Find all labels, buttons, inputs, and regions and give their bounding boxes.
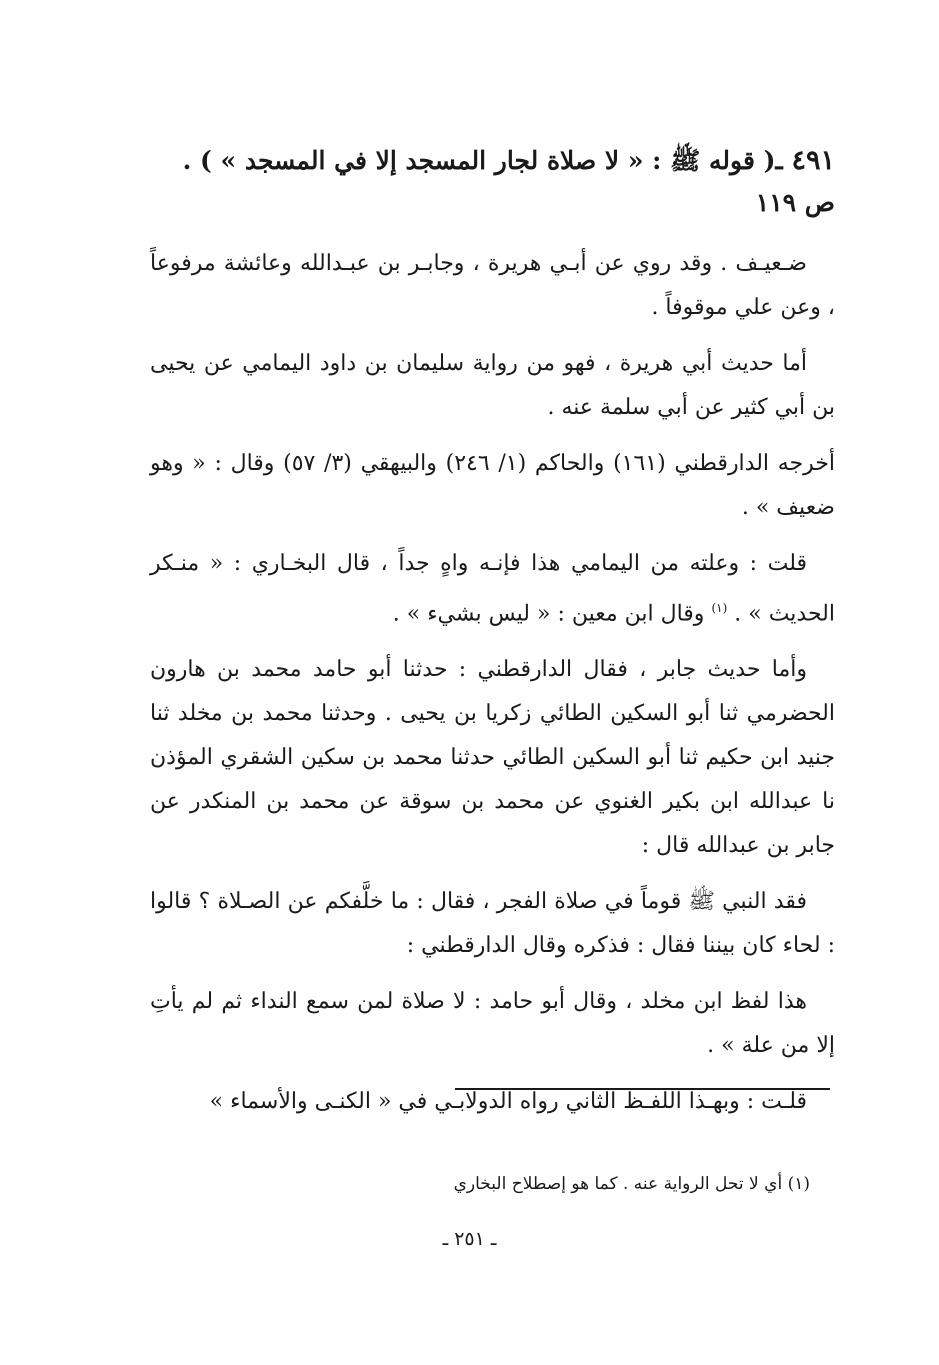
paragraph-text: أخرجه الدارقطني (١٦١) والحاكم (١/ ٢٤٦) والبيهقي (٣/ ٥٧) وقال : « وهو ضعيف » . bbox=[150, 451, 835, 520]
paragraph-hadith-text bbox=[150, 880, 835, 968]
paragraph-text: قلـت : وبهـذا اللفـظ الثاني رواه الدولابـي في « الكنـى والأسماء » bbox=[209, 1089, 807, 1115]
paragraph-text: قلت : وعلته من اليمامي هذا فإنـه واهٍ جداً ، قال البخـاري : « منـكر الحديث » . bbox=[150, 551, 835, 627]
page-reference: ص ١١٩ bbox=[755, 188, 835, 217]
hadith-heading bbox=[150, 140, 835, 224]
paragraph-wording bbox=[150, 980, 835, 1068]
paragraph-jabir bbox=[150, 648, 835, 868]
hadith-title: ـ( قوله ﷺ : « لا صلاة لجار المسجد إلا في المسجد » ) . bbox=[182, 146, 783, 175]
page-number: ـ ٢٥١ ـ bbox=[442, 1228, 497, 1250]
paragraph-text: ضـعيـف . وقد روي عن أبـي هريرة ، وجابـر بن عبـدالله وعائشة مرفوعاً ، وعن علي موقوفاً . bbox=[150, 251, 835, 320]
paragraph-text: وقال ابن معين : « ليس بشيء » . bbox=[392, 601, 705, 627]
paragraph-takhrij bbox=[150, 442, 835, 530]
paragraph-text: أما حديث أبي هريرة ، فهو من رواية سليمان بن داود اليمامي عن يحيى بن أبي كثير عن أبي سلمة عنه . bbox=[150, 351, 835, 420]
footnote-divider bbox=[455, 1088, 830, 1090]
hadith-number: ٤٩١ bbox=[791, 145, 835, 176]
paragraph-illa bbox=[150, 542, 835, 636]
footnote: (١) أي لا تحل الرواية عنه . كما هو إصطلاح البخاري bbox=[453, 1174, 810, 1194]
paragraph-text: هذا لفظ ابن مخلد ، وقال أبو حامد : لا صلاة لمن سمع النداء ثم لم يأتِ إلا من علة » . bbox=[150, 989, 835, 1059]
footnote-marker[interactable]: (١) bbox=[711, 601, 728, 615]
paragraph-abu-hurayra bbox=[150, 342, 835, 430]
paragraph-text: فقد النبي ﷺ قوماً في صلاة الفجر ، فقال : ما خلَّفكم عن الصـلاة ؟ قالوا : لحاء كان بيننا فقال : فذكره وقال الدارقطني : bbox=[150, 889, 835, 959]
paragraph-text: وأما حديث جابر ، فقال الدارقطني : حدثنا أبو حامد محمد بن هارون الحضرمي ثنا أبو السكين الطائي زكريا بن يحيى . وحدثنا محمد بن مخلد ثنا جنيد ابن حكيم ثنا أبو السكين الطائي حدثنا محمد بن سكين الشقري المؤذن نا عبدالله ابن بكير الغنوي عن محمد بن سوقة عن محمد بن المنكدر عن جابر بن عبدالله قال : bbox=[150, 657, 835, 859]
paragraph-dulabi bbox=[150, 1080, 835, 1124]
page-body bbox=[150, 140, 835, 1136]
paragraph-grading bbox=[150, 242, 835, 330]
